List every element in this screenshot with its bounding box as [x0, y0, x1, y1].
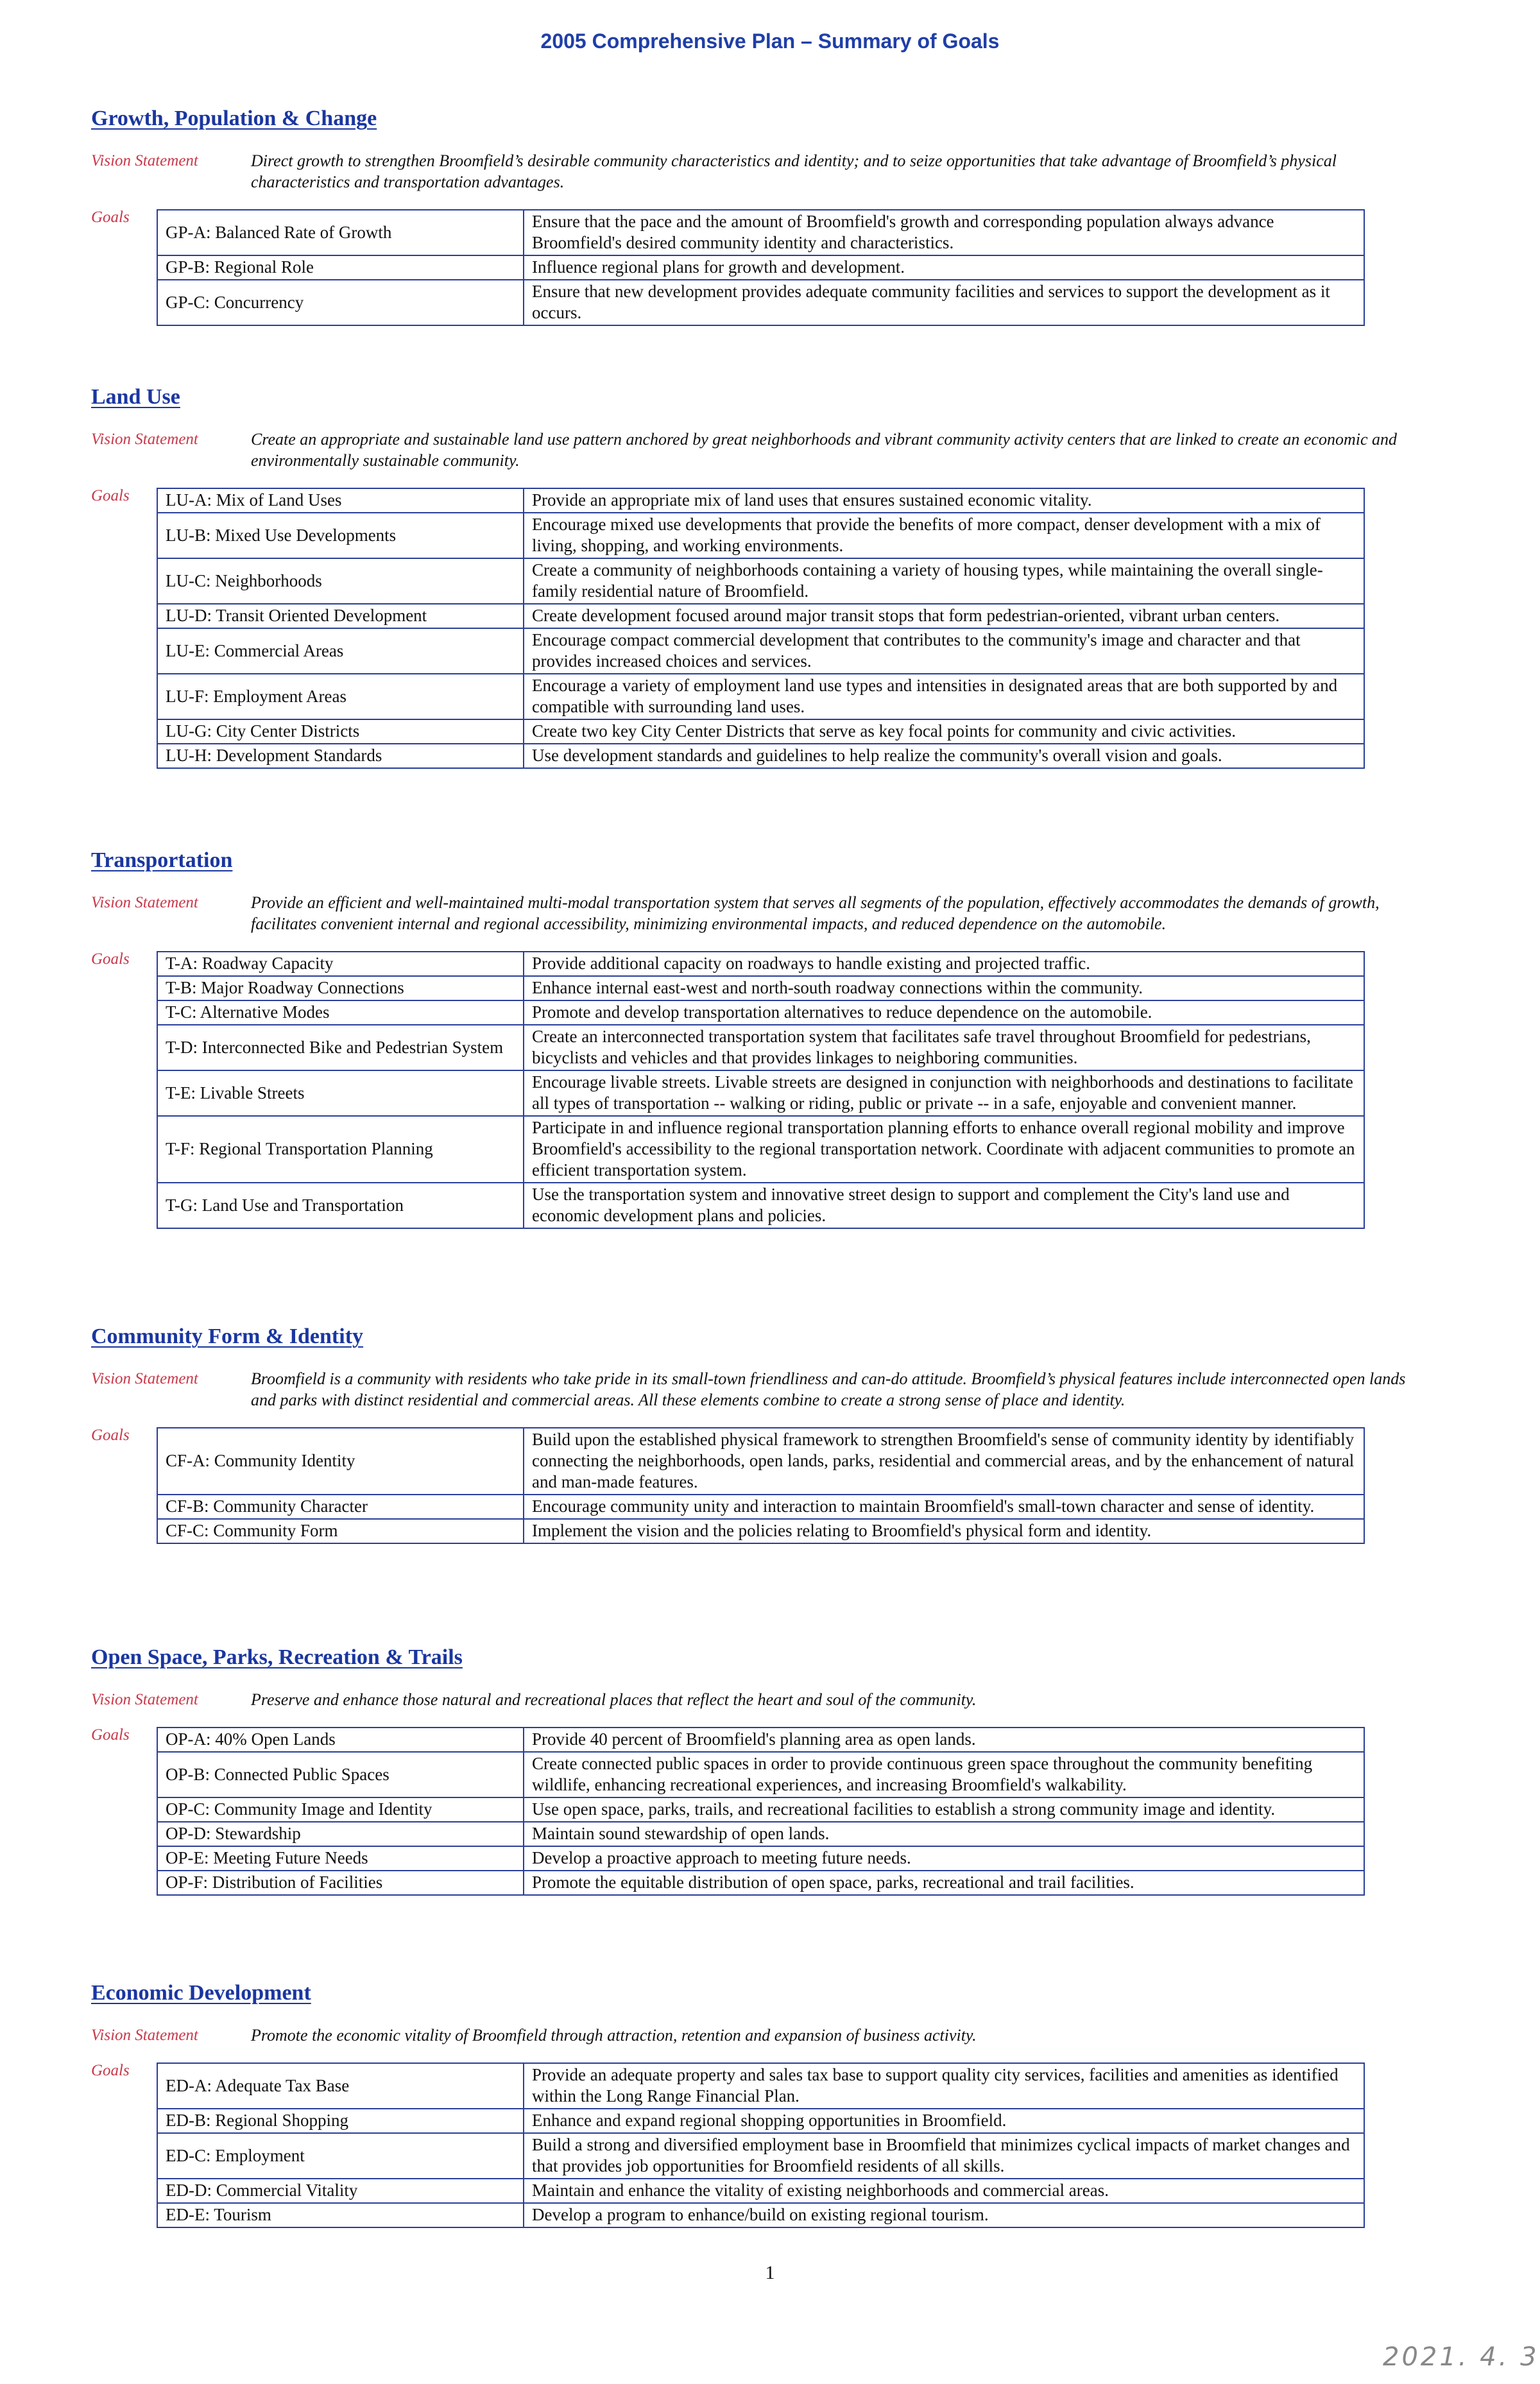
table-row	[157, 1519, 1364, 1543]
goal-description: Create connected public spaces in order to provide continuous green space throughout the community benefiting wildlife, enhancing recreational experiences, and increasing Broomfield's walkability.	[524, 1752, 1364, 1797]
goal-description: Use development standards and guidelines to help realize the community's overall vision and goals.	[524, 744, 1364, 768]
goal-description: Provide additional capacity on roadways to handle existing and projected traffic.	[524, 952, 1364, 976]
table-row	[157, 1428, 1364, 1495]
goals-label: Goals	[91, 1726, 130, 1744]
goal-description: Influence regional plans for growth and development.	[524, 255, 1364, 280]
goals-block	[91, 1427, 1439, 1544]
goal-description: Use open space, parks, trails, and recreational facilities to establish a strong community image and identity.	[524, 1797, 1364, 1822]
goal-name: LU-G: City Center Districts	[157, 719, 524, 744]
section-heading: Open Space, Parks, Recreation & Trails	[91, 1645, 463, 1669]
goal-name: LU-E: Commercial Areas	[157, 628, 524, 674]
goal-description: Build upon the established physical framework to strengthen Broomfield's sense of community identity by identifiably connecting the neighborhoods, open lands, parks, residential and commercial areas, and by the enhancement of natural and man-made features.	[524, 1428, 1364, 1495]
goals-block	[91, 488, 1439, 769]
table-row	[157, 976, 1364, 1000]
goals-table	[157, 209, 1365, 326]
goal-description: Maintain sound stewardship of open lands.	[524, 1822, 1364, 1846]
vision-statement-label: Vision Statement	[91, 2027, 198, 2044]
goal-description: Create a community of neighborhoods containing a variety of housing types, while maintaining the overall single-family residential nature of Broomfield.	[524, 558, 1364, 604]
goal-name: T-C: Alternative Modes	[157, 1000, 524, 1025]
goal-description: Encourage mixed use developments that provide the benefits of more compact, denser development with a mix of living, shopping, and working environments.	[524, 513, 1364, 558]
goals-table	[157, 2062, 1365, 2228]
goal-name: ED-E: Tourism	[157, 2203, 524, 2227]
goal-name: OP-C: Community Image and Identity	[157, 1797, 524, 1822]
goal-name: OP-F: Distribution of Facilities	[157, 1871, 524, 1895]
goal-description: Encourage community unity and interaction to maintain Broomfield's small-town character and sense of identity.	[524, 1495, 1364, 1519]
table-row	[157, 1822, 1364, 1846]
goals-label: Goals	[91, 1427, 130, 1444]
vision-statement-label: Vision Statement	[91, 152, 198, 169]
goals-table	[157, 951, 1365, 1229]
section-open-space-parks-recreation-trails	[91, 1645, 1439, 1896]
page-title: 2005 Comprehensive Plan – Summary of Goals	[540, 30, 1000, 53]
goal-name: T-B: Major Roadway Connections	[157, 976, 524, 1000]
page-number: 1	[765, 2262, 775, 2283]
goal-description: Develop a program to enhance/build on existing regional tourism.	[524, 2203, 1364, 2227]
goal-description: Use the transportation system and innovative street design to support and complement the City's land use and economic development plans and policies.	[524, 1183, 1364, 1228]
goal-description: Promote the equitable distribution of open space, parks, recreational and trail facilities.	[524, 1871, 1364, 1895]
goal-description: Create two key City Center Districts that serve as key focal points for community and civic activities.	[524, 719, 1364, 744]
section-community-form-identity	[91, 1325, 1439, 1544]
goal-name: LU-B: Mixed Use Developments	[157, 513, 524, 558]
goals-block	[91, 951, 1439, 1229]
goals-table	[157, 488, 1365, 769]
goal-description: Promote and develop transportation alternatives to reduce dependence on the automobile.	[524, 1000, 1364, 1025]
vision-statement-text: Provide an efficient and well-maintained multi-modal transportation system that serves all segments of the population, effectively accommodates the demands of growth, facilitates convenient internal and regional accessibility, minimizing environmental impacts, and reduced dependence on the automobile.	[251, 893, 1380, 933]
goal-name: LU-F: Employment Areas	[157, 674, 524, 719]
goal-description: Implement the vision and the policies relating to Broomfield's physical form and identity.	[524, 1519, 1364, 1543]
table-row	[157, 488, 1364, 513]
goals-label: Goals	[91, 487, 130, 504]
goal-name: LU-A: Mix of Land Uses	[157, 488, 524, 513]
vision-statement-text: Promote the economic vitality of Broomfield through attraction, retention and expansion of business activity.	[251, 2026, 977, 2045]
table-row	[157, 674, 1364, 719]
table-row	[157, 1752, 1364, 1797]
table-row	[157, 2063, 1364, 2109]
goal-name: ED-D: Commercial Vitality	[157, 2179, 524, 2203]
goal-name: LU-H: Development Standards	[157, 744, 524, 768]
vision-statement-label: Vision Statement	[91, 1691, 198, 1708]
goal-description: Develop a proactive approach to meeting future needs.	[524, 1846, 1364, 1871]
goal-name: CF-A: Community Identity	[157, 1428, 524, 1495]
goal-description: Participate in and influence regional transportation planning efforts to enhance overall regional mobility and improve Broomfield's accessibility to the regional transportation network. Coordinate with adjacent communities to promote an efficient transportation system.	[524, 1116, 1364, 1183]
goal-name: GP-C: Concurrency	[157, 280, 524, 325]
goal-description: Build a strong and diversified employment base in Broomfield that minimizes cyclical impacts of market changes and that provides job opportunities for Broomfield residents of all skills.	[524, 2133, 1364, 2179]
vision-statement-text: Broomfield is a community with residents who take pride in its small-town friendliness and can-do attitude. Broomfield’s physical features include interconnected open lands and parks with distinct residential and commercial areas. All these elements combine to create a strong sense of place and identity.	[251, 1369, 1406, 1409]
goal-description: Create development focused around major transit stops that form pedestrian-oriented, vibrant urban centers.	[524, 604, 1364, 628]
goal-description: Enhance and expand regional shopping opportunities in Broomfield.	[524, 2109, 1364, 2133]
table-row	[157, 280, 1364, 325]
goals-block	[91, 1727, 1439, 1896]
vision-statement-label: Vision Statement	[91, 894, 198, 911]
goal-name: OP-A: 40% Open Lands	[157, 1728, 524, 1752]
table-row	[157, 210, 1364, 255]
vision-statement	[91, 1689, 1439, 1710]
goals-label: Goals	[91, 209, 130, 226]
table-row	[157, 604, 1364, 628]
goal-name: LU-C: Neighborhoods	[157, 558, 524, 604]
goal-name: CF-C: Community Form	[157, 1519, 524, 1543]
table-row	[157, 1183, 1364, 1228]
vision-statement-label: Vision Statement	[91, 431, 198, 448]
table-row	[157, 1871, 1364, 1895]
table-row	[157, 952, 1364, 976]
table-row	[157, 1000, 1364, 1025]
table-row	[157, 1495, 1364, 1519]
vision-statement	[91, 2025, 1439, 2046]
goal-description: Enhance internal east-west and north-south roadway connections within the community.	[524, 976, 1364, 1000]
goal-name: OP-E: Meeting Future Needs	[157, 1846, 524, 1871]
goal-name: GP-B: Regional Role	[157, 255, 524, 280]
section-heading: Transportation	[91, 848, 233, 872]
goal-description: Encourage a variety of employment land use types and intensities in designated areas that are both supported by and compatible with surrounding land uses.	[524, 674, 1364, 719]
vision-statement	[91, 429, 1439, 471]
goal-description: Encourage compact commercial development that contributes to the community's image and character and that provides increased choices and services.	[524, 628, 1364, 674]
goal-description: Provide 40 percent of Broomfield's planning area as open lands.	[524, 1728, 1364, 1752]
goal-name: T-A: Roadway Capacity	[157, 952, 524, 976]
goal-name: OP-D: Stewardship	[157, 1822, 524, 1846]
goals-label: Goals	[91, 950, 130, 968]
section-economic-development	[91, 1981, 1439, 2228]
table-row	[157, 513, 1364, 558]
goal-name: OP-B: Connected Public Spaces	[157, 1752, 524, 1797]
vision-statement-text: Direct growth to strengthen Broomfield’s desirable community characteristics and identity; and to seize opportunities that take advantage of Broomfield’s physical characteristics and transportation advantages.	[251, 151, 1337, 191]
table-row	[157, 744, 1364, 768]
table-row	[157, 2133, 1364, 2179]
goal-description: Encourage livable streets. Livable streets are designed in conjunction with neighborhoods and destinations to facilitate all types of transportation -- walking or riding, public or private -- in a safe, enjoyable and convenient manner.	[524, 1070, 1364, 1116]
goal-description: Ensure that new development provides adequate community facilities and services to support the development as it occurs.	[524, 280, 1364, 325]
goals-block	[91, 209, 1439, 326]
goal-name: ED-A: Adequate Tax Base	[157, 2063, 524, 2109]
table-row	[157, 628, 1364, 674]
table-row	[157, 2109, 1364, 2133]
table-row	[157, 1846, 1364, 1871]
table-row	[157, 719, 1364, 744]
goal-name: T-E: Livable Streets	[157, 1070, 524, 1116]
goal-description: Maintain and enhance the vitality of existing neighborhoods and commercial areas.	[524, 2179, 1364, 2203]
table-row	[157, 1728, 1364, 1752]
table-row	[157, 1116, 1364, 1183]
goal-description: Ensure that the pace and the amount of Broomfield's growth and corresponding population always advance Broomfield's desired community identity and characteristics.	[524, 210, 1364, 255]
table-row	[157, 1797, 1364, 1822]
goal-name: CF-B: Community Character	[157, 1495, 524, 1519]
section-heading: Community Form & Identity	[91, 1325, 364, 1348]
handwritten-date: 2021. 4. 3	[1383, 2342, 1539, 2372]
vision-statement	[91, 892, 1439, 934]
vision-statement-text: Create an appropriate and sustainable land use pattern anchored by great neighborhoods and vibrant community activity centers that are linked to create an economic and environmentally sustainable community.	[251, 430, 1398, 470]
vision-statement-text: Preserve and enhance those natural and recreational places that reflect the heart and soul of the community.	[251, 1690, 977, 1709]
table-row	[157, 2179, 1364, 2203]
table-row	[157, 2203, 1364, 2227]
goal-description: Provide an appropriate mix of land uses that ensures sustained economic vitality.	[524, 488, 1364, 513]
goals-block	[91, 2062, 1439, 2228]
section-growth-population-change	[91, 107, 1439, 326]
vision-statement	[91, 150, 1439, 193]
goal-description: Provide an adequate property and sales tax base to support quality city services, facilities and amenities as identified within the Long Range Financial Plan.	[524, 2063, 1364, 2109]
goals-table	[157, 1727, 1365, 1896]
vision-statement	[91, 1368, 1439, 1411]
section-land-use	[91, 385, 1439, 769]
goal-name: T-G: Land Use and Transportation	[157, 1183, 524, 1228]
table-row	[157, 1025, 1364, 1070]
goals-label: Goals	[91, 2062, 130, 2079]
section-heading: Land Use	[91, 385, 180, 409]
goal-name: T-F: Regional Transportation Planning	[157, 1116, 524, 1183]
section-transportation	[91, 848, 1439, 1229]
goal-description: Create an interconnected transportation system that facilitates safe travel throughout Broomfield for pedestrians, bicyclists and vehicles and that provides linkages to neighboring communities.	[524, 1025, 1364, 1070]
section-heading: Economic Development	[91, 1981, 311, 2005]
goal-name: ED-C: Employment	[157, 2133, 524, 2179]
section-heading: Growth, Population & Change	[91, 107, 377, 130]
goals-table	[157, 1427, 1365, 1544]
table-row	[157, 558, 1364, 604]
table-row	[157, 255, 1364, 280]
goal-name: T-D: Interconnected Bike and Pedestrian System	[157, 1025, 524, 1070]
goal-name: LU-D: Transit Oriented Development	[157, 604, 524, 628]
goal-name: ED-B: Regional Shopping	[157, 2109, 524, 2133]
goal-name: GP-A: Balanced Rate of Growth	[157, 210, 524, 255]
table-row	[157, 1070, 1364, 1116]
vision-statement-label: Vision Statement	[91, 1370, 198, 1387]
